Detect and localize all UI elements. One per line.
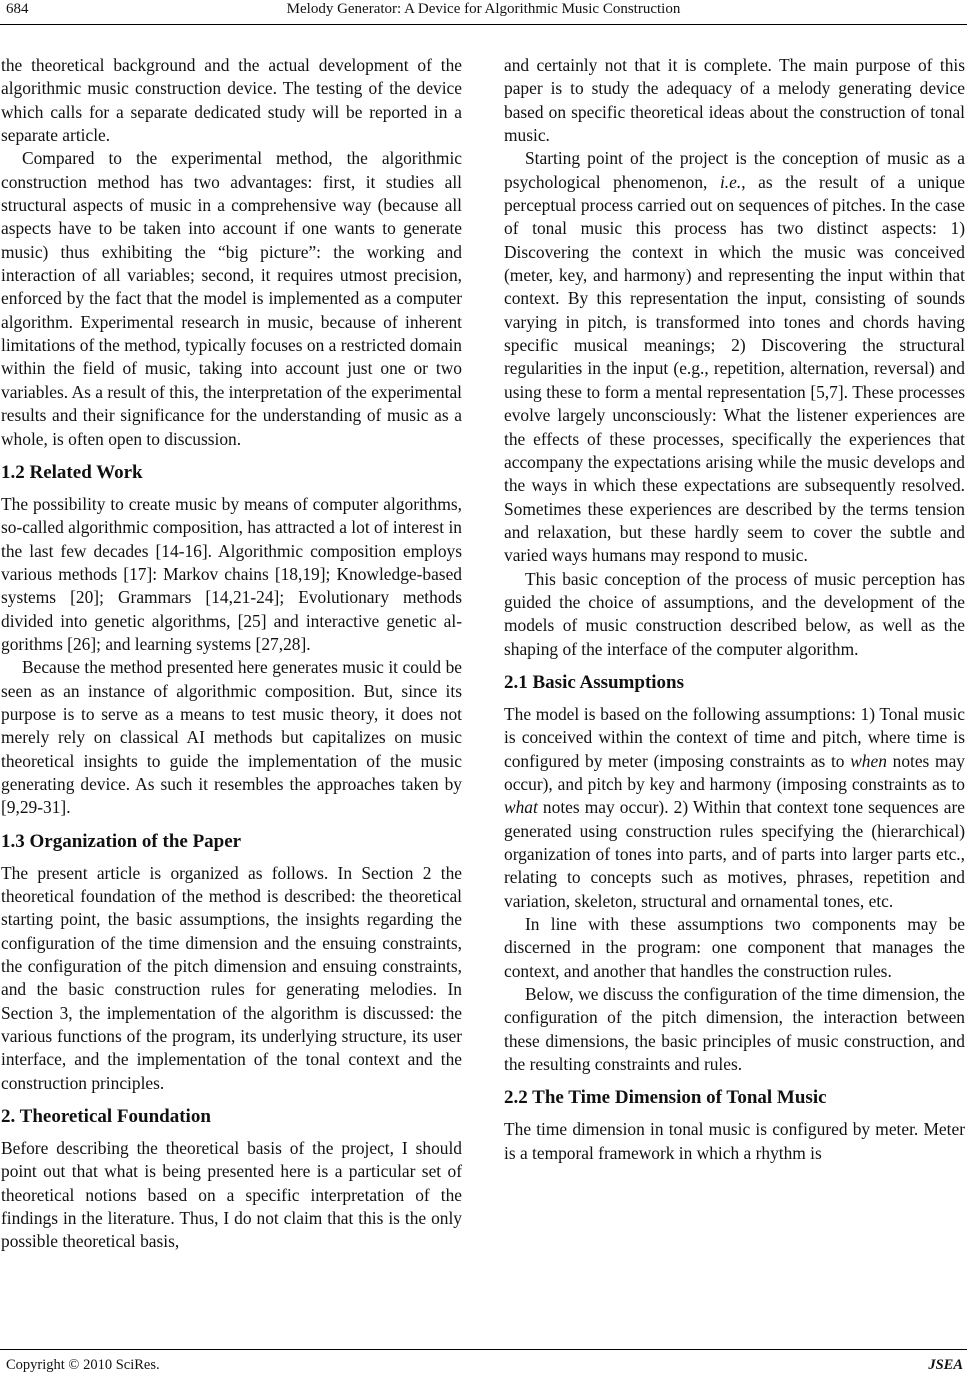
paragraph: This basic conception of the process of music perception has guided the choice of assumptions, and the development of the models of music construction described below, as well as the shaping of the interface of the computer algorithm.	[504, 568, 965, 659]
running-title: Melody Generator: A Device for Algorithmic Music Construction	[286, 1, 681, 17]
paragraph: the theoretical background and the actual development of the algorithmic music construction device. The testing of the device which calls for a separate dedicated study will be reported in a separate article.	[1, 55, 462, 146]
page-number: 684	[6, 1, 29, 17]
paragraph: Before describing the theoretical basis of the project, I should point out that what is being presented here is a particular set of theoretical notions based on a specific interpretation of the findings in the literature. Thus, I do not claim that this is the only possible theoretical basis,	[1, 1138, 462, 1252]
section-heading: 2. Theoretical Foundation	[1, 1106, 211, 1128]
text-run: The model is based on the following assumptions: 1) Tonal music is conceived within the context of time and pitch, where time is configured by meter (imposing constraints as to	[504, 703, 965, 771]
paragraph: Compared to the experimental method, the algorithmic construction method has two advantages: first, it studies all structural aspects of music in a comprehensive way (because all aspects have to be taken into account if one wants to generate music) thus exhibiting the “big picture”: the working and interaction of all variables; second, it requires utmost precision, enforced by the fact that the model is implemented as a computer algorithm. Experimental research in music, because of inherent limitations of the method, typically focuses on a restricted domain within the field of music, taking into account just one or two variables. As a result of this, the interpretation of the experimental results and their significance for the understanding of music as a whole, is often open to discussion.	[1, 148, 462, 449]
section-heading: 2.1 Basic Assumptions	[504, 671, 685, 693]
text-run: Starting point of the project is the conception of music as a psychological phenomenon,	[504, 148, 965, 192]
paragraph	[504, 147, 965, 567]
paragraph: The possibility to create music by means of computer algorithms, so-called algorithmic composition, has attracted a lot of interest in the last few decades [14-16]. Algorithmic composition employs various methods [17]: Markov chains [18,19]; Knowledge-based systems [20]; Grammars [14,21-24]; Evolutionary methods divided into genetic algorithms, [25] and interactive genetic algorithms [26]; and learning systems [27,28].	[1, 493, 462, 654]
section-heading: 1.2 Related Work	[1, 461, 143, 483]
left-column	[1, 54, 462, 1254]
right-column	[504, 54, 965, 1165]
page-header	[0, 0, 967, 28]
paragraph	[504, 703, 965, 913]
italic-text: what	[504, 797, 538, 818]
copyright-notice: Copyright © 2010 SciRes.	[6, 1357, 160, 1373]
header-rule	[0, 24, 967, 25]
paragraph: In line with these assumptions two components may be discerned in the program: one component that manages the context, and another that handles the construction rules.	[504, 914, 965, 981]
paragraph: The time dimension in tonal music is configured by meter. Meter is a temporal framework in which a rhythm is	[504, 1119, 965, 1163]
paragraph: Because the method presented here generates music it could be seen as an instance of algorithmic composition. But, since its purpose is to serve as a means to test music theory, it does not merely rely on classical AI methods but capitalizes on music theoretical insights to guide the implementation of the music generating device. As such it resembles the approaches taken by [9,29-31].	[1, 657, 462, 818]
section-heading: 2.2 The Time Dimension of Tonal Music	[504, 1087, 827, 1109]
paragraph: The present article is organized as follows. In Section 2 the theoretical foundation of the method is described: the theoretical starting point, the basic assumptions, the insights regarding the configuration of the time dimension and the ensuing constraints, the configuration of the pitch dimension and ensuing constraints, and the basic construction rules for generating melodies. In Section 3, the implementation of the algorithm is discussed: the various functions of the program, its underlying structure, its user interface, and the implementation of the tonal context and the construction principles.	[1, 862, 462, 1093]
paragraph: Below, we discuss the configuration of the time dimension, the configuration of the pitch dimension, the interaction between these dimensions, the basic principles of music construction, and the resulting constraints and rules.	[504, 984, 965, 1075]
footer-rule	[0, 1349, 967, 1350]
text-run: notes may occur). 2) Within that context tone sequences are generated using construction rules specifying the (hierarchical) organization of tones into parts, and of parts into larger parts etc., relating to concepts such as motives, phrases, repetition and variation, skeleton, structural and ornamental tones, etc.	[504, 797, 965, 911]
text-run: , as the result of a unique perceptual process carried out on sequences of pitches. In the case of tonal music this process has two distinct aspects: 1) Discovering the context in which the music was conceived (meter, key, and harmony) and representing the input within that context. By this representation the input, consisting of sounds varying in pitch, is transformed into tones and chords having specific musical meanings; 2) Discovering the structural regularities in the input (e.g., repetition, alternation, reversal) and using these to form a mental representation [5,7]. These processes evolve largely unconsciously: What the listener experiences are the effects of these processes, specifically the experiences that accompany the expectations arising while the music develops and the ways in which these expectations are subsequently resolved. Sometimes these experiences are described by the terms tension and relaxation, but these hardly seem to cover the subtle and varied ways humans may respond to music.	[504, 171, 965, 566]
text-run: notes may occur), and pitch by key and harmony (imposing constraints as to	[504, 750, 965, 794]
italic-text: i.e.	[719, 171, 742, 192]
section-heading: 1.3 Organization of the Paper	[1, 830, 242, 852]
italic-text: when	[850, 750, 887, 771]
paragraph: and certainly not that it is complete. The main purpose of this paper is to study the adequacy of a melody generating device based on specific theoretical ideas about the construction of tonal music.	[504, 55, 965, 146]
journal-abbrev: JSEA	[928, 1357, 963, 1373]
